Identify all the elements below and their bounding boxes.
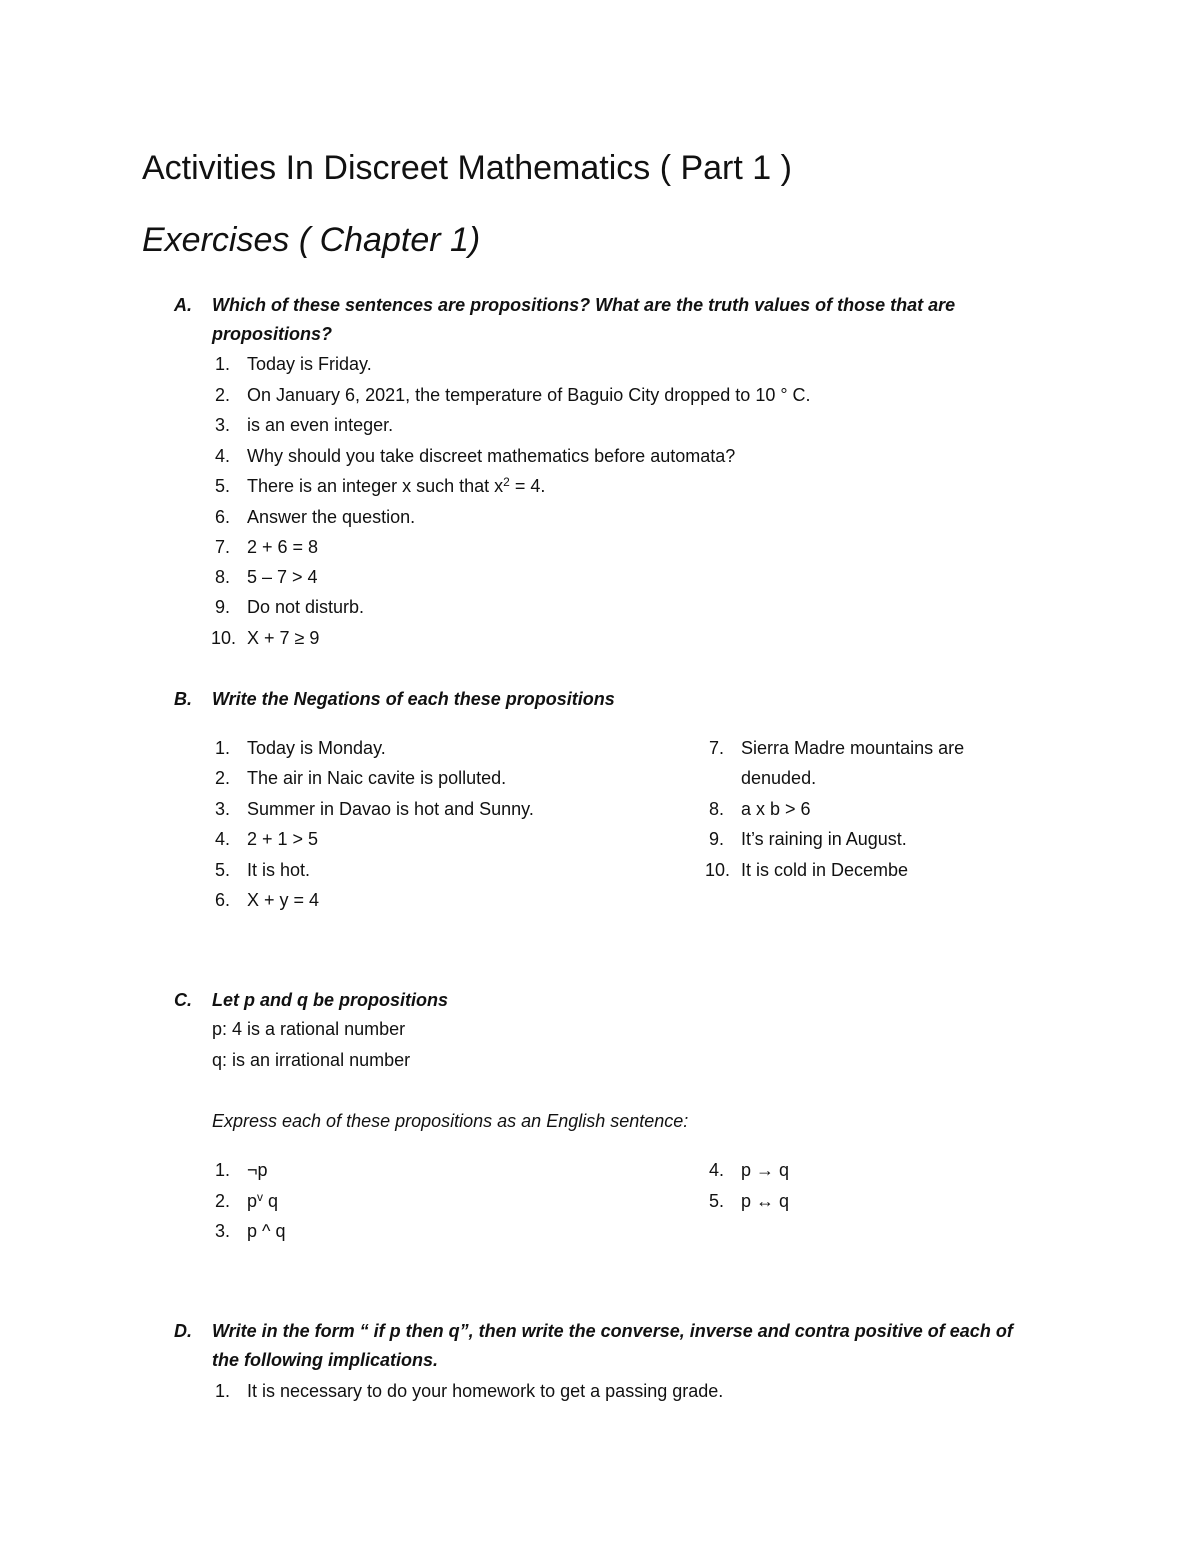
superscript: v: [257, 1190, 264, 1204]
list-item-text-continued: denuded.: [741, 768, 817, 788]
text-part: p: [247, 1191, 258, 1211]
list-item-number: 8.: [708, 799, 724, 819]
list-item-text: p ↔ q: [741, 1191, 790, 1211]
section-a-letter: A.: [174, 295, 192, 315]
list-item-number: 10.: [704, 860, 730, 880]
section-d-heading-line1: Write in the form “ if p then q”, then write the converse, inverse and contra positive of each of: [212, 1321, 1013, 1341]
text-part: q: [263, 1191, 279, 1211]
list-item-number: 3.: [214, 799, 230, 819]
list-item-text: It is cold in Decembe: [741, 860, 909, 880]
list-item-number: 9.: [708, 829, 724, 849]
list-item-text: is an even integer.: [247, 415, 394, 435]
section-a-heading-line2: propositions?: [212, 324, 332, 344]
section-b-heading: Write the Negations of each these propositions: [212, 689, 615, 709]
list-item-number: 7.: [214, 537, 230, 557]
list-item-number: 7.: [708, 738, 724, 758]
list-item-text: 2 + 1 > 5: [247, 829, 319, 849]
section-c-letter: C.: [174, 990, 192, 1010]
list-item-text: Do not disturb.: [247, 597, 365, 617]
list-item-text: p ^ q: [247, 1221, 286, 1241]
list-item-number: 4.: [214, 829, 230, 849]
list-item-text: Today is Monday.: [247, 738, 386, 758]
list-item-text: It is necessary to do your homework to get a passing grade.: [247, 1381, 724, 1401]
list-item-number: 5.: [214, 860, 230, 880]
list-item-number: 2.: [214, 1191, 230, 1211]
list-item-number: 5.: [708, 1191, 724, 1211]
list-item-text: Sierra Madre mountains are: [741, 738, 965, 758]
list-item-number: 9.: [214, 597, 230, 617]
section-d-letter: D.: [174, 1321, 192, 1341]
section-c-instruction: Express each of these propositions as an English sentence:: [212, 1111, 689, 1131]
list-item-text: It is hot.: [247, 860, 311, 880]
section-d-heading-line2: the following implications.: [212, 1350, 439, 1370]
list-item-text: Answer the question.: [247, 507, 416, 527]
list-item-number: 2.: [214, 768, 230, 788]
list-item-text: It’s raining in August.: [741, 829, 907, 849]
list-item-text: a x b > 6: [741, 799, 811, 819]
list-item-text: 5 – 7 > 4: [247, 567, 318, 587]
list-item-number: 8.: [214, 567, 230, 587]
list-item-number: 2.: [214, 385, 230, 405]
list-item-number: 1.: [214, 738, 230, 758]
superscript: 2: [503, 475, 510, 489]
list-item-text: Today is Friday.: [247, 354, 372, 374]
text-part: = 4.: [509, 476, 546, 496]
proposition-p: p: 4 is a rational number: [212, 1019, 406, 1039]
list-item-text: X + y = 4: [247, 890, 320, 910]
list-item-number: 6.: [214, 507, 230, 527]
list-item-number: 3.: [214, 415, 230, 435]
list-item-text: On January 6, 2021, the temperature of Baguio City dropped to 10 ° C.: [247, 385, 811, 405]
chapter-subtitle: Exercises ( Chapter 1): [142, 221, 481, 259]
list-item-number: 1.: [214, 1381, 230, 1401]
list-item-text: [247, 476, 545, 497]
section-c-heading: Let p and q be propositions: [212, 990, 448, 1010]
list-item-text: Why should you take discreet mathematics before automata?: [247, 446, 736, 466]
list-item-number: 3.: [214, 1221, 230, 1241]
list-item-number: 1.: [214, 354, 230, 374]
list-item-text: 2 + 6 = 8: [247, 537, 319, 557]
list-item-text: [247, 1191, 278, 1212]
list-item-number: 4.: [708, 1160, 724, 1180]
text-part: There is an integer x such that x: [247, 476, 504, 496]
list-item-number: 5.: [214, 476, 230, 496]
section-a-heading-line1: Which of these sentences are propositions? What are the truth values of those that are: [212, 295, 956, 315]
list-item-number: 10.: [210, 628, 236, 648]
document-title: Activities In Discreet Mathematics ( Part 1 ): [142, 149, 792, 187]
list-item-number: 1.: [214, 1160, 230, 1180]
list-item-number: 4.: [214, 446, 230, 466]
list-item-text: ¬p: [247, 1160, 268, 1180]
section-b-letter: B.: [174, 689, 192, 709]
proposition-q: q: is an irrational number: [212, 1050, 411, 1070]
list-item-number: 6.: [214, 890, 230, 910]
list-item-text: X + 7 ≥ 9: [247, 628, 320, 648]
list-item-text: Summer in Davao is hot and Sunny.: [247, 799, 534, 819]
list-item-text: The air in Naic cavite is polluted.: [247, 768, 507, 788]
list-item-text: p → q: [741, 1160, 790, 1180]
